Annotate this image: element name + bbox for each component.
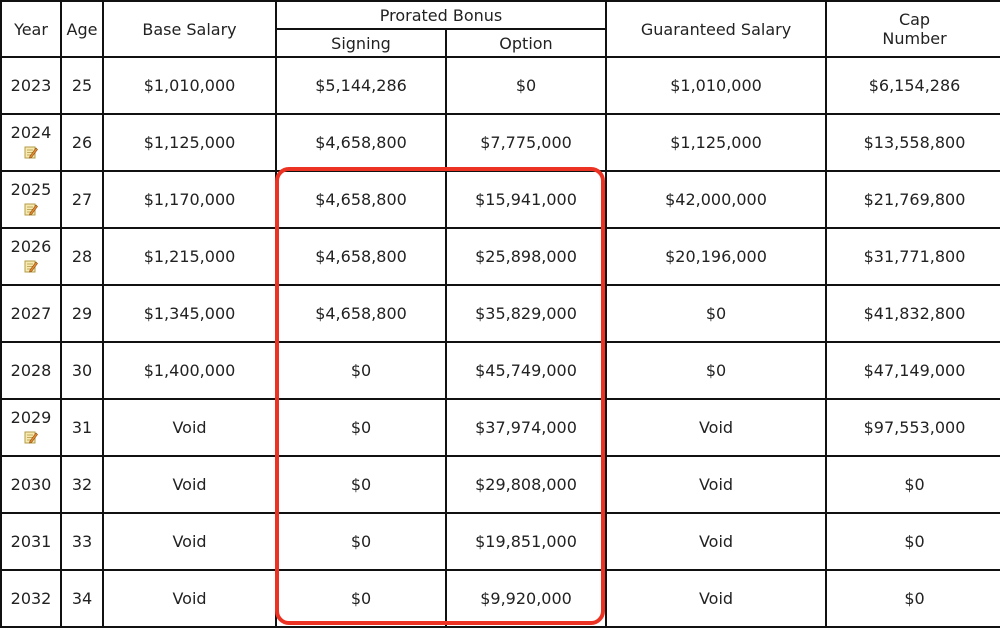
- cell-year: [1, 570, 61, 627]
- year-text: 2024: [10, 122, 52, 142]
- table-row: [1, 57, 1000, 114]
- cell-guaranteed-salary: Void: [606, 456, 826, 513]
- year-text: 2032: [10, 589, 52, 608]
- cell-year: [1, 399, 61, 456]
- cell-cap-number: $47,149,000: [826, 342, 1000, 399]
- cell-option: $45,749,000: [446, 342, 606, 399]
- cell-guaranteed-salary: $0: [606, 342, 826, 399]
- year-text: 2027: [10, 304, 52, 323]
- cell-signing: $0: [276, 513, 446, 570]
- cell-option: $0: [446, 57, 606, 114]
- cell-year: [1, 513, 61, 570]
- cell-guaranteed-salary: $1,010,000: [606, 57, 826, 114]
- cell-age: 31: [61, 399, 103, 456]
- table-row: [1, 456, 1000, 513]
- header-age: Age: [61, 1, 103, 57]
- year-text: 2025: [10, 179, 52, 199]
- cell-year: [1, 228, 61, 285]
- header-year: Year: [1, 1, 61, 57]
- cell-base-salary: $1,125,000: [103, 114, 276, 171]
- table-row: [1, 399, 1000, 456]
- cell-year: [1, 285, 61, 342]
- cell-age: 30: [61, 342, 103, 399]
- year-text: 2031: [10, 532, 52, 551]
- header-cap-line2: Number: [882, 29, 947, 48]
- cell-cap-number: $13,558,800: [826, 114, 1000, 171]
- note-pencil-icon[interactable]: [24, 258, 38, 272]
- cell-signing: $4,658,800: [276, 171, 446, 228]
- cell-option: $19,851,000: [446, 513, 606, 570]
- cell-cap-number: $0: [826, 570, 1000, 627]
- cell-signing: $4,658,800: [276, 114, 446, 171]
- cell-age: 27: [61, 171, 103, 228]
- year-text: 2023: [10, 76, 52, 95]
- cell-guaranteed-salary: $0: [606, 285, 826, 342]
- cell-option: $7,775,000: [446, 114, 606, 171]
- header-cap-number: [826, 1, 1000, 57]
- cell-base-salary: $1,170,000: [103, 171, 276, 228]
- table-row: [1, 570, 1000, 627]
- year-text: 2028: [10, 361, 52, 380]
- cell-guaranteed-salary: $1,125,000: [606, 114, 826, 171]
- cell-guaranteed-salary: Void: [606, 570, 826, 627]
- cell-cap-number: $97,553,000: [826, 399, 1000, 456]
- year-text: 2030: [10, 475, 52, 494]
- cell-guaranteed-salary: $20,196,000: [606, 228, 826, 285]
- cell-signing: $0: [276, 399, 446, 456]
- cell-cap-number: $21,769,800: [826, 171, 1000, 228]
- cell-base-salary: $1,400,000: [103, 342, 276, 399]
- cell-guaranteed-salary: Void: [606, 399, 826, 456]
- header-option: Option: [446, 29, 606, 57]
- cell-age: 33: [61, 513, 103, 570]
- cell-cap-number: $6,154,286: [826, 57, 1000, 114]
- table-row: [1, 228, 1000, 285]
- cell-option: $29,808,000: [446, 456, 606, 513]
- header-base-salary: Base Salary: [103, 1, 276, 57]
- cell-signing: $5,144,286: [276, 57, 446, 114]
- cell-signing: $4,658,800: [276, 285, 446, 342]
- cell-signing: $0: [276, 342, 446, 399]
- cell-year: [1, 114, 61, 171]
- cell-base-salary: $1,345,000: [103, 285, 276, 342]
- cell-signing: $4,658,800: [276, 228, 446, 285]
- cell-base-salary: Void: [103, 570, 276, 627]
- note-pencil-icon[interactable]: [24, 201, 38, 215]
- year-text: 2026: [10, 236, 52, 256]
- cell-cap-number: $0: [826, 513, 1000, 570]
- cell-guaranteed-salary: Void: [606, 513, 826, 570]
- cell-signing: $0: [276, 570, 446, 627]
- header-signing: Signing: [276, 29, 446, 57]
- note-pencil-icon[interactable]: [24, 144, 38, 158]
- header-row-top: [1, 1, 1000, 29]
- cell-option: $37,974,000: [446, 399, 606, 456]
- note-pencil-icon[interactable]: [24, 429, 38, 443]
- header-prorated-bonus: Prorated Bonus: [276, 1, 606, 29]
- cell-year: [1, 456, 61, 513]
- cell-age: 26: [61, 114, 103, 171]
- cell-base-salary: Void: [103, 456, 276, 513]
- cell-option: $35,829,000: [446, 285, 606, 342]
- cell-cap-number: $31,771,800: [826, 228, 1000, 285]
- cell-base-salary: $1,215,000: [103, 228, 276, 285]
- cell-base-salary: $1,010,000: [103, 57, 276, 114]
- cell-age: 29: [61, 285, 103, 342]
- table-row: [1, 171, 1000, 228]
- cell-signing: $0: [276, 456, 446, 513]
- table-row: [1, 114, 1000, 171]
- cell-year: [1, 171, 61, 228]
- year-text: 2029: [10, 407, 52, 427]
- cell-base-salary: Void: [103, 399, 276, 456]
- cell-year: [1, 57, 61, 114]
- cell-age: 28: [61, 228, 103, 285]
- cell-age: 34: [61, 570, 103, 627]
- cell-guaranteed-salary: $42,000,000: [606, 171, 826, 228]
- cell-cap-number: $0: [826, 456, 1000, 513]
- cell-year: [1, 342, 61, 399]
- header-guaranteed-salary: Guaranteed Salary: [606, 1, 826, 57]
- cell-age: 32: [61, 456, 103, 513]
- cell-base-salary: Void: [103, 513, 276, 570]
- cell-cap-number: $41,832,800: [826, 285, 1000, 342]
- table-row: [1, 285, 1000, 342]
- cell-option: $25,898,000: [446, 228, 606, 285]
- header-cap-line1: Cap: [898, 10, 931, 29]
- cell-option: $9,920,000: [446, 570, 606, 627]
- table-row: [1, 342, 1000, 399]
- cell-option: $15,941,000: [446, 171, 606, 228]
- cell-age: 25: [61, 57, 103, 114]
- contract-table-body: [1, 57, 1000, 627]
- table-row: [1, 513, 1000, 570]
